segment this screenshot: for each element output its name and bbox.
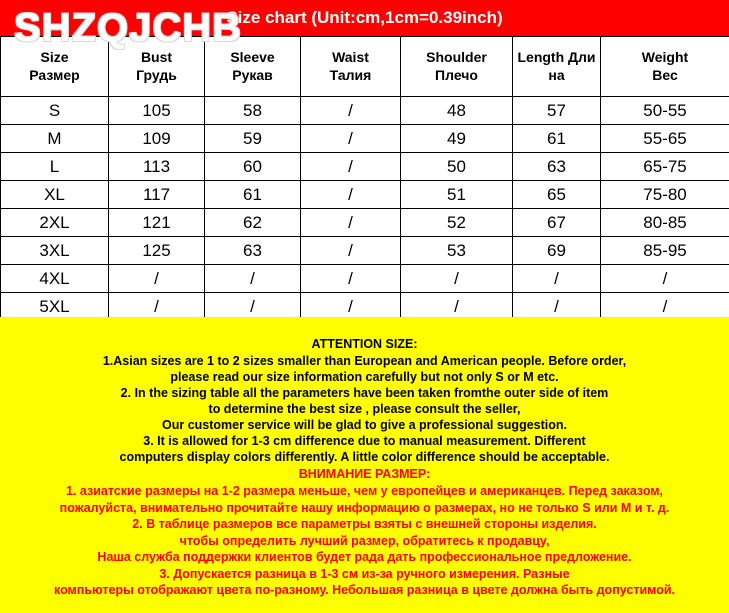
column-header-length-line2: на — [548, 66, 565, 83]
table-row — [1, 237, 729, 265]
attention-line-ru-7: компьютеры отображают цвета по-разному. Небольшая разница в цвете должна быть допустимой. — [53, 583, 676, 597]
cell-shoulder: / — [401, 293, 513, 321]
cell-bust: / — [109, 265, 205, 293]
column-header-weight-line1: Weight — [641, 49, 689, 65]
column-header-length — [513, 37, 601, 97]
attention-line-ru-4: чтобы определить лучший размер, обратитесь к продавцу, — [179, 533, 550, 548]
attention-line-en-5: Our customer service will be glad to give a professional suggestion. — [162, 418, 567, 432]
cell-sleeve: 59 — [205, 125, 301, 153]
column-header-sleeve-line2: Рукав — [232, 66, 273, 83]
cell-weight: 85-95 — [601, 237, 729, 265]
cell-sleeve: 61 — [205, 181, 301, 209]
table-header-row — [1, 37, 729, 97]
cell-sleeve: 62 — [205, 209, 301, 237]
cell-size: XL — [1, 181, 109, 209]
table-row — [1, 209, 729, 237]
brand-watermark: SHZQJCHB — [14, 6, 243, 50]
cell-size: 2XL — [1, 209, 109, 237]
column-header-waist-line2: Талия — [329, 66, 372, 83]
table-row — [1, 181, 729, 209]
cell-size: S — [1, 97, 109, 125]
cell-length: 61 — [513, 125, 601, 153]
cell-weight: 65-75 — [601, 153, 729, 181]
cell-shoulder: 52 — [401, 209, 513, 237]
cell-bust: / — [109, 293, 205, 321]
size-table-container — [0, 36, 729, 321]
attention-line-en-2: please read our size information carefully but not only S or M etc. — [170, 370, 559, 384]
column-header-length-line1: Length Дли — [517, 49, 596, 65]
cell-size: 5XL — [1, 293, 109, 321]
cell-length: / — [513, 293, 601, 321]
cell-waist: / — [301, 293, 401, 321]
column-header-weight-line2: Вес — [652, 66, 678, 83]
attention-line-ru-1: 1. азиатские размеры на 1-2 размера меньше, чем у европейцев и американцев. Перед заказом, — [65, 484, 664, 498]
cell-sleeve: 58 — [205, 97, 301, 125]
column-header-bust-line2: Грудь — [136, 66, 177, 83]
column-header-size — [1, 37, 109, 97]
cell-waist: / — [301, 153, 401, 181]
size-table — [0, 36, 729, 321]
cell-bust: 109 — [109, 125, 205, 153]
cell-waist: / — [301, 125, 401, 153]
cell-sleeve: / — [205, 293, 301, 321]
cell-size: L — [1, 153, 109, 181]
column-header-size-line2: Размер — [29, 66, 80, 83]
cell-size: 3XL — [1, 237, 109, 265]
column-header-waist-line1: Waist — [332, 49, 369, 65]
attention-line-en-6: 3. It is allowed for 1-3 cm difference due to manual measurement. Different — [143, 434, 586, 448]
column-header-waist — [301, 37, 401, 97]
column-header-bust — [109, 37, 205, 97]
attention-line-ru-2: пожалуйста, внимательно прочитайте нашу информацию о размерах, но не только S или M и т. д. — [59, 500, 670, 515]
cell-waist: / — [301, 265, 401, 293]
attention-line-ru-5: Наша служба поддержки клиентов будет рада дать профессиональное предложение. — [97, 550, 632, 564]
attention-title-ru: ВНИМАНИЕ РАЗМЕР: — [298, 467, 431, 481]
column-header-shoulder-line2: Плечо — [435, 66, 478, 83]
column-header-sleeve — [205, 37, 301, 97]
attention-line-en-1: 1.Asian sizes are 1 to 2 sizes smaller than European and American people. Before order, — [102, 354, 627, 368]
cell-shoulder: 50 — [401, 153, 513, 181]
cell-weight: 50-55 — [601, 97, 729, 125]
cell-length: / — [513, 265, 601, 293]
cell-shoulder: 49 — [401, 125, 513, 153]
cell-sleeve: / — [205, 265, 301, 293]
attention-size-block — [0, 317, 729, 613]
attention-line-en-7: computers display colors differently. A little color difference should be acceptable. — [119, 450, 610, 464]
cell-waist: / — [301, 181, 401, 209]
cell-shoulder: / — [401, 265, 513, 293]
cell-length: 67 — [513, 209, 601, 237]
column-header-bust-line1: Bust — [140, 49, 173, 65]
cell-waist: / — [301, 237, 401, 265]
size-table-body — [1, 97, 729, 321]
cell-weight: / — [601, 265, 729, 293]
cell-length: 65 — [513, 181, 601, 209]
cell-shoulder: 53 — [401, 237, 513, 265]
table-row — [1, 125, 729, 153]
cell-weight: 80-85 — [601, 209, 729, 237]
column-header-size-line1: Size — [40, 49, 69, 65]
cell-length: 57 — [513, 97, 601, 125]
cell-weight: 75-80 — [601, 181, 729, 209]
attention-line-ru-3: 2. В таблице размеров все параметры взяты с внешней стороны изделия. — [132, 517, 597, 531]
cell-bust: 105 — [109, 97, 205, 125]
attention-line-ru-6: 3. Допускается разница в 1-3 см из-за ручного измерения. Разные — [159, 566, 570, 581]
cell-weight: / — [601, 293, 729, 321]
cell-sleeve: 63 — [205, 237, 301, 265]
cell-waist: / — [301, 209, 401, 237]
cell-bust: 113 — [109, 153, 205, 181]
attention-line-en-3: 2. In the sizing table all the parameters have been taken fromthe outer side of item — [120, 386, 609, 400]
banner-title: Size chart (Unit:cm,1cm=0.39inch) — [226, 8, 503, 27]
cell-shoulder: 48 — [401, 97, 513, 125]
size-table-head — [1, 37, 729, 97]
size-chart-banner — [0, 0, 729, 36]
column-header-weight — [601, 37, 729, 97]
attention-title-en: ATTENTION SIZE: — [311, 337, 418, 351]
column-header-shoulder — [401, 37, 513, 97]
cell-size: M — [1, 125, 109, 153]
cell-bust: 125 — [109, 237, 205, 265]
table-row — [1, 265, 729, 293]
cell-bust: 117 — [109, 181, 205, 209]
cell-length: 63 — [513, 153, 601, 181]
cell-shoulder: 51 — [401, 181, 513, 209]
cell-size: 4XL — [1, 265, 109, 293]
table-row — [1, 97, 729, 125]
cell-sleeve: 60 — [205, 153, 301, 181]
cell-weight: 55-65 — [601, 125, 729, 153]
attention-line-en-4: to determine the best size , please consult the seller, — [208, 402, 521, 416]
cell-bust: 121 — [109, 209, 205, 237]
cell-length: 69 — [513, 237, 601, 265]
cell-waist: / — [301, 97, 401, 125]
table-row — [1, 153, 729, 181]
column-header-sleeve-line1: Sleeve — [230, 49, 275, 65]
column-header-shoulder-line1: Shoulder — [426, 49, 487, 65]
